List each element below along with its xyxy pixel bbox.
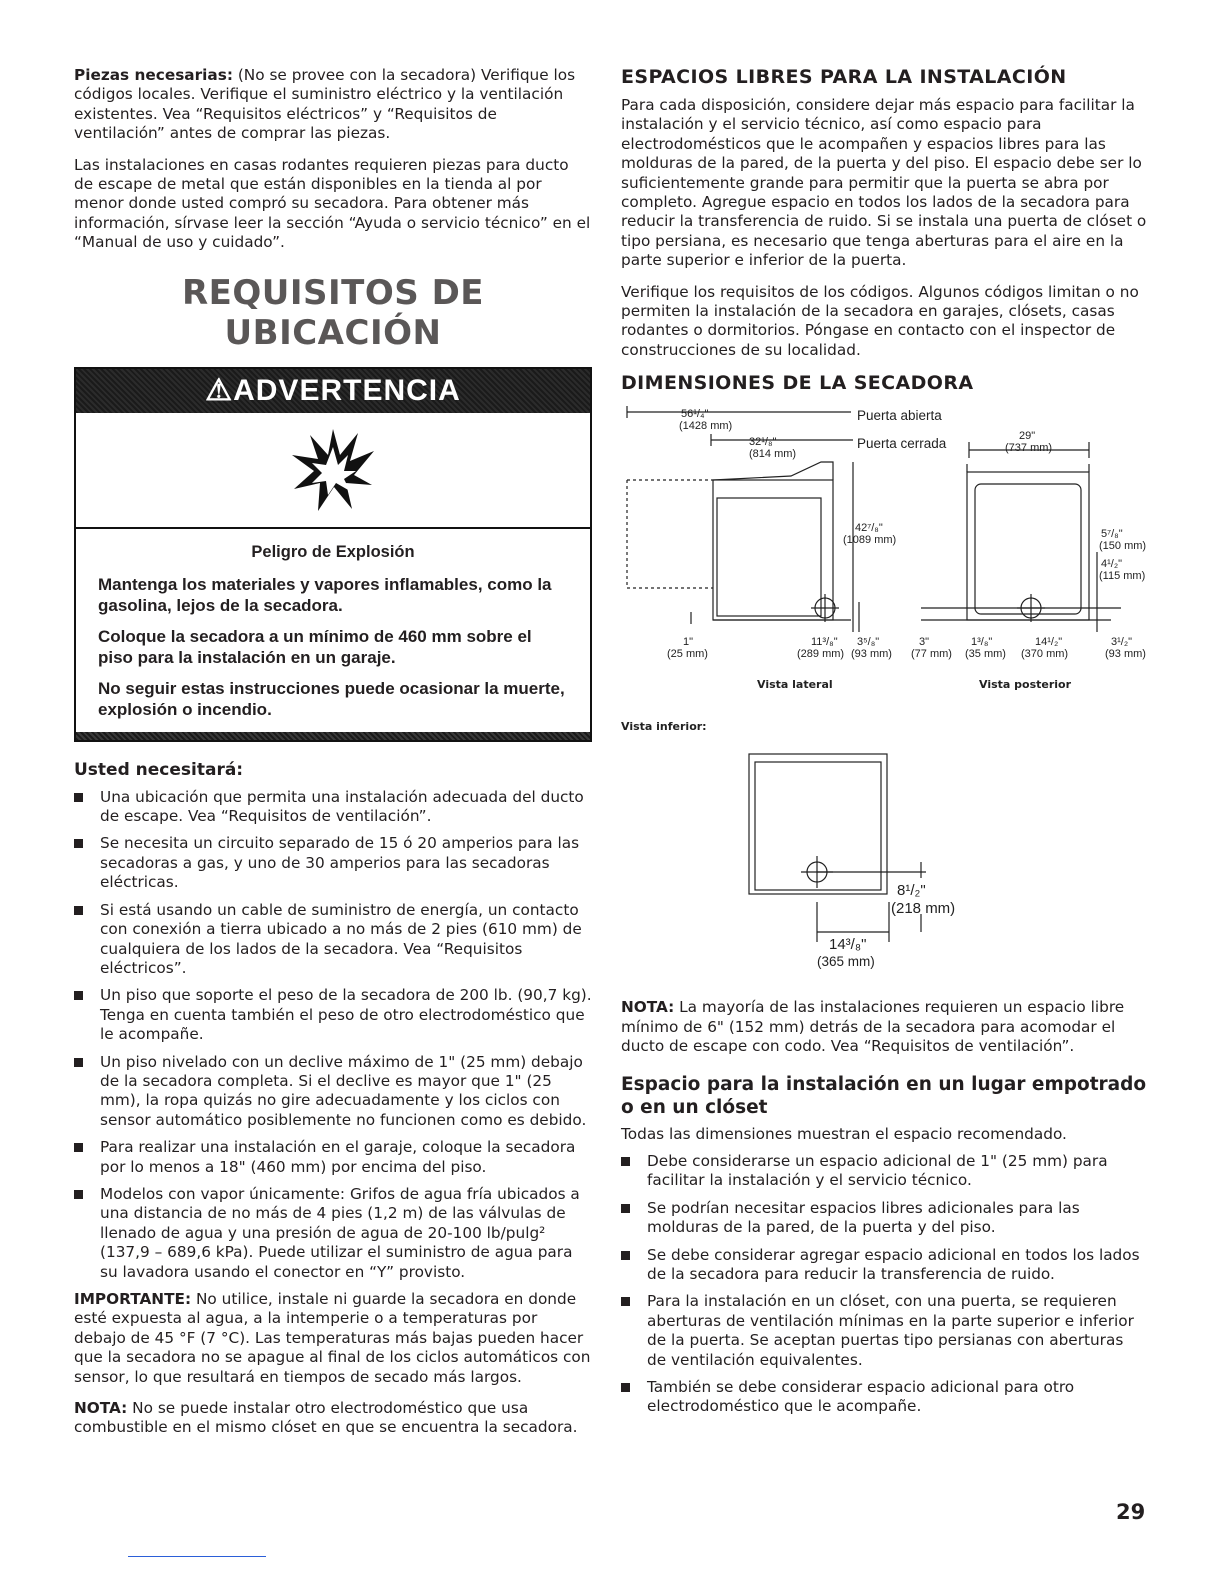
list-item: Modelos con vapor únicamente: Grifos de agua fría ubicados a una distancia de no más de 4 pies (1,2 m) de las válvulas de llenado de agua y una presión de agua de 20-100 lb/pulg² (137,9 – 689,6 kPa). Puede utilizar el suministro de agua para su lavadora usando el conector en “Y” provisto. — [74, 1185, 592, 1282]
explosion-icon-area — [76, 413, 590, 529]
door-open-label: Puerta abierta — [857, 408, 942, 424]
dim-vent-high-mm: (150 mm) — [1099, 540, 1147, 553]
dim-11in: 11³/₈" — [811, 636, 838, 649]
warning-footer-bar — [76, 732, 590, 740]
dim-open-depth-mm: (1428 mm) — [679, 420, 733, 433]
list-item: Un piso nivelado con un declive máximo de 1" (25 mm) debajo de la secadora completa. Si el declive es mayor que 1" (25 mm), la ropa quizás no gire adecuadamente y los ciclos con sensor automático posiblemente no funcionen como es debido. — [74, 1053, 592, 1131]
dim-3-1in: 3¹/₂" — [1111, 636, 1133, 649]
clearances-paragraph: Para cada disposición, considere dejar más espacio para facilitar la instalación y el servicio técnico, así como espacio para electrodomésticos que le acompañen y espacios libres para las molduras de la pared, de la puerta y del piso. El espacio debe ser lo suficientemente grande para permitir que la puerta se abra por completo. Agregue espacio en todos los lados de la secadora para reducir la transferencia de ruido. Si se instala una puerta de clóset o tipo persiana, es necesario que tenga aberturas para el aire en la parte superior e inferior de la puerta. — [621, 96, 1147, 270]
dim-1in-mm: (25 mm) — [667, 648, 708, 661]
square-bullet-icon — [621, 1297, 630, 1306]
warning-box — [74, 367, 592, 742]
dim-3in: 3" — [919, 636, 930, 649]
recessed-list — [621, 1152, 1147, 1417]
caption-rear-view: Vista posterior — [979, 678, 1072, 692]
warning-line: Mantenga los materiales y vapores inflamables, como la gasolina, lejos de la secadora. — [98, 574, 552, 615]
door-closed-label: Puerta cerrada — [857, 436, 947, 452]
square-bullet-icon — [621, 1204, 630, 1213]
left-column — [74, 66, 592, 1450]
dim-width-mm: (737 mm) — [1005, 442, 1053, 455]
dim-vent-high: 5⁷/₈" — [1101, 528, 1123, 541]
dim-11in-mm: (289 mm) — [797, 648, 845, 661]
dimensions-heading: DIMENSIONES DE LA SECADORA — [621, 372, 974, 395]
dim-1-3in-mm: (35 mm) — [965, 648, 1006, 661]
square-bullet-icon — [74, 1058, 83, 1067]
dryer-dimensions-diagram — [621, 402, 1147, 992]
warning-header: ⚠ADVERTENCIA — [76, 369, 590, 413]
dim-14-3in-mm: (365 mm) — [817, 954, 875, 970]
recessed-intro: Todas las dimensiones muestran el espacio recomendado. — [621, 1124, 1067, 1143]
dim-open-depth: 56¹/₄" — [681, 408, 709, 421]
caption-bottom-view: Vista inferior: — [621, 720, 707, 734]
dim-14-3in: 14³/₈" — [829, 936, 867, 954]
page-title: REQUISITOS DE UBICACIÓN — [181, 272, 485, 353]
square-bullet-icon — [74, 991, 83, 1000]
dim-3-5in-mm: (93 mm) — [851, 648, 892, 661]
list-item: Una ubicación que permita una instalación adecuada del ducto de escape. Vea “Requisitos de ventilación”. — [74, 788, 592, 827]
square-bullet-icon — [74, 1190, 83, 1199]
dim-3-1in-mm: (93 mm) — [1105, 648, 1146, 661]
important-label: IMPORTANTE: — [74, 1290, 192, 1308]
right-column — [621, 66, 1147, 1425]
footer-rule — [128, 1556, 266, 1557]
warning-subtitle: Peligro de Explosión — [251, 542, 415, 561]
caption-side-view: Vista lateral — [757, 678, 833, 692]
dim-closed-depth-mm: (814 mm) — [749, 448, 797, 461]
mobile-home-paragraph: Las instalaciones en casas rodantes requieren piezas para ducto de escape de metal que están disponibles en la tienda al por menor donde usted compró su secadora. Para obtener más información, sírvase leer la sección “Ayuda o servicio técnico” en el “Manual de uso y cuidado”. — [74, 155, 591, 252]
dim-closed-depth: 32¹/₈" — [749, 436, 777, 449]
parts-needed-text: (No se provee con la secadora) Verifique los códigos locales. Verifique el suministro eléctrico y la ventilación existentes. Vea “Requisitos eléctricos” y “Requisitos de ventilación” antes de comprar las piezas. — [74, 66, 576, 143]
list-item: Para realizar una instalación en el garaje, coloque la secadora por lo menos a 18" (460 mm) por encima del piso. — [74, 1138, 592, 1177]
dim-1in: 1" — [683, 636, 694, 649]
warning-body — [76, 529, 590, 732]
dim-vent-low-mm: (115 mm) — [1099, 570, 1146, 583]
list-item: Se necesita un circuito separado de 15 ó 20 amperios para las secadoras a gas, y uno de 30 amperios para las secadoras eléctricas. — [74, 834, 592, 892]
dim-3in-mm: (77 mm) — [911, 648, 952, 661]
note-label: NOTA: — [74, 1399, 128, 1418]
square-bullet-icon — [621, 1383, 630, 1392]
square-bullet-icon — [74, 1143, 83, 1152]
square-bullet-icon — [621, 1251, 630, 1260]
dryer-line-drawing — [621, 402, 1147, 992]
square-bullet-icon — [74, 906, 83, 915]
parts-needed-label: Piezas necesarias: — [74, 66, 233, 84]
list-item: Se podrían necesitar espacios libres adicionales para las molduras de la pared, de la puerta y del piso. — [621, 1199, 1147, 1238]
dim-14in: 14¹/₂" — [1035, 636, 1063, 649]
dim-vent-low: 4¹/₂" — [1101, 558, 1123, 571]
dim-1-3in: 1³/₈" — [971, 636, 993, 649]
note-rear-clearance-paragraph: NOTA: La mayoría de las instalaciones requieren un espacio libre mínimo de 6" (152 mm) detrás de la secadora para acomodar el ducto de escape con codo. Vea “Requisitos de ventilación”. — [621, 998, 1125, 1056]
recessed-heading: Espacio para la instalación en un lugar empotrado o en un clóset — [621, 1073, 1147, 1118]
dim-width: 29" — [1019, 430, 1036, 443]
list-item: Se debe considerar agregar espacio adicional en todos los lados de la secadora para reducir la transferencia de ruido. — [621, 1246, 1147, 1285]
parts-needed-paragraph — [74, 66, 592, 144]
dim-8in: 8¹/₂" — [897, 882, 926, 900]
warning-line: Coloque la secadora a un mínimo de 460 mm sobre el piso para la instalación en un garaje. — [98, 626, 532, 667]
explosion-icon — [288, 425, 378, 515]
dim-14in-mm: (370 mm) — [1021, 648, 1069, 661]
list-item: Para la instalación en un clóset, con una puerta, se requieren aberturas de ventilación mínimas en la parte superior e inferior de la puerta. Se aceptan puertas tipo persianas con aberturas de ventilación equivalentes. — [621, 1292, 1147, 1370]
dim-8in-mm: (218 mm) — [891, 900, 956, 918]
list-item: Un piso que soporte el peso de la secadora de 200 lb. (90,7 kg). Tenga en cuenta también el peso de otro electrodoméstico que le acompañe. — [74, 986, 592, 1044]
page-number: 29 — [1116, 1500, 1146, 1524]
list-item: Debe considerarse un espacio adicional de 1" (25 mm) para facilitar la instalación y el servicio técnico. — [621, 1152, 1147, 1191]
square-bullet-icon — [74, 839, 83, 848]
need-list — [74, 788, 592, 1282]
list-item: También se debe considerar espacio adicional para otro electrodoméstico que le acompañe. — [621, 1378, 1147, 1417]
dim-height: 42⁷/₈" — [855, 522, 883, 535]
note-label: NOTA: — [621, 998, 675, 1017]
dim-height-mm: (1089 mm) — [843, 534, 897, 547]
dim-3-5in: 3⁵/₈" — [857, 636, 880, 649]
clearances-heading: ESPACIOS LIBRES PARA LA INSTALACIÓN — [621, 66, 1067, 88]
need-heading: Usted necesitará: — [74, 759, 244, 780]
list-item: Si está usando un cable de suministro de energía, un contacto con conexión a tierra ubicado a no más de 2 pies (610 mm) de cualquiera de los lados de la secadora. Vea “Requisitos eléctricos”. — [74, 901, 592, 979]
square-bullet-icon — [621, 1157, 630, 1166]
square-bullet-icon — [74, 793, 83, 802]
note-paragraph: NOTA: No se puede instalar otro electrodoméstico que usa combustible en el mismo clóset en que se encuentra la secadora. — [74, 1399, 578, 1437]
important-paragraph: IMPORTANTE: No utilice, instale ni guarde la secadora en donde esté expuesta al agua, a la intemperie o a temperaturas por debajo de 45 °F (7 °C). Las temperaturas más bajas pueden hacer que la secadora no se apague al final de los ciclos automáticos con sensor, lo que resultará en tiempos de secado más largos. — [74, 1290, 591, 1386]
codes-paragraph: Verifique los requisitos de los códigos. Algunos códigos limitan o no permiten la instalación de la secadora en garajes, clósets, casas rodantes o dormitorios. Póngase en contacto con el inspector de construcciones de su localidad. — [621, 282, 1139, 359]
warning-line: No seguir estas instrucciones puede ocasionar la muerte, explosión o incendio. — [98, 678, 565, 719]
